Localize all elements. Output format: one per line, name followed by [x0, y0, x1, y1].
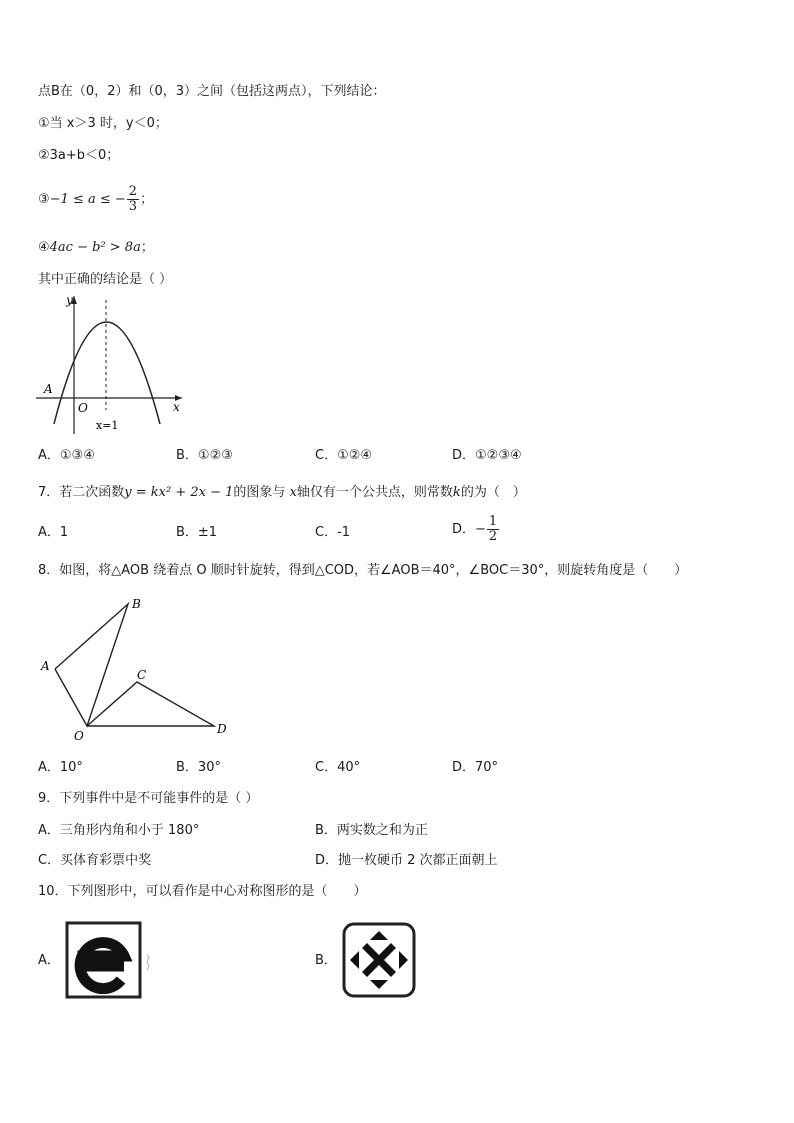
label-d: D	[217, 722, 227, 736]
q8-option-c[interactable]: C．40°	[315, 760, 361, 775]
q6-option-d[interactable]: D．①②③④	[452, 448, 522, 463]
q8-option-a[interactable]: A．10°	[38, 760, 83, 775]
q10-option-b-label[interactable]: B．	[315, 953, 337, 968]
triangle-cod	[87, 682, 214, 726]
fraction-denominator: 2	[488, 529, 498, 544]
q7-option-d[interactable]	[452, 515, 500, 544]
q7-x-var: x	[289, 485, 297, 500]
arrows-x-icon	[342, 922, 416, 998]
punctuation: ；	[140, 192, 154, 207]
q9-option-d[interactable]: D．抛一枚硬币 2 次都正面朝上	[315, 853, 498, 868]
label-o: O	[74, 729, 84, 742]
q7-mid2: 轴仅有一个公共点，则常数	[296, 485, 453, 500]
q7-post: 的为（ ）	[460, 485, 526, 500]
parabola-curve	[54, 322, 160, 424]
q9-stem: 9．下列事件中是不可能事件的是（ ）	[38, 791, 259, 806]
inequality: 4ac − b² > 8a	[49, 240, 141, 255]
fraction-denominator: 3	[128, 199, 138, 214]
q6-option-a[interactable]: A．①③④	[38, 448, 95, 463]
q8-option-d[interactable]: D．70°	[452, 760, 499, 775]
label-c: C	[137, 668, 147, 682]
circled-number: ③	[38, 192, 50, 207]
q9-option-a[interactable]: A．三角形内角和小于 180°	[38, 823, 200, 838]
q7-option-a[interactable]: A．1	[38, 525, 69, 540]
label-b: B	[132, 597, 141, 611]
q6-option-b[interactable]: B．①②③	[176, 448, 233, 463]
fraction	[127, 185, 139, 214]
q10-stem: 10．下列图形中，可以看作是中心对称图形的是（ ）	[38, 884, 367, 899]
q9-option-b[interactable]: B．两实数之和为正	[315, 823, 428, 838]
q8-option-b[interactable]: B．30°	[176, 760, 221, 775]
q7-stem	[38, 484, 526, 502]
q7-mid: 的图象与	[233, 485, 286, 500]
q8-stem: 8．如图，将△AOB 绕着点 O 顺时针旋转，得到△COD，若∠AOB＝40°，∠BOC＝30°，则旋转角度是（ ）	[38, 563, 688, 578]
y-label: y	[66, 293, 73, 307]
q6-question: 其中正确的结论是（ ）	[38, 272, 173, 287]
q6-stem: 点B在（0，2）和（0，3）之间（包括这两点），下列结论：	[38, 84, 386, 99]
label-a: A	[41, 659, 50, 673]
origin-label: O	[78, 401, 88, 415]
q6-parabola-graph	[36, 292, 186, 437]
e-logo-icon	[64, 920, 156, 1000]
q7-option-c[interactable]: C．-1	[315, 525, 351, 540]
triangle-aob	[55, 604, 128, 726]
punctuation: ；	[140, 240, 154, 255]
fraction-numerator: 2	[128, 184, 138, 199]
q6-conclusion-3	[38, 185, 153, 214]
q6-conclusion-4	[38, 239, 154, 257]
x-label: x	[173, 400, 180, 414]
q7-function: y = kx² + 2x − 1	[124, 485, 234, 500]
inequality: −1 ≤ a ≤ −	[49, 192, 126, 207]
q6-option-c[interactable]: C．①②④	[315, 448, 373, 463]
q7-k-var: k	[452, 485, 461, 500]
circled-number: ④	[38, 240, 50, 255]
fraction	[487, 515, 499, 544]
point-a-label: A	[44, 382, 53, 396]
q7-option-b[interactable]: B．±1	[176, 525, 218, 540]
axis-of-symmetry-label: x=1	[96, 419, 119, 432]
q9-option-c[interactable]: C．买体育彩票中奖	[38, 853, 152, 868]
q7-option-d-prefix: D．−	[452, 522, 486, 537]
q10-option-a-label[interactable]: A．	[38, 953, 60, 968]
q6-conclusion-1: ①当 x＞3 时，y＜0；	[38, 116, 168, 131]
q7-pre: 7．若二次函数	[38, 485, 125, 500]
q8-rotation-figure	[36, 592, 236, 742]
q6-conclusion-2: ②3a+b＜0；	[38, 148, 120, 163]
fraction-numerator: 1	[488, 514, 498, 529]
